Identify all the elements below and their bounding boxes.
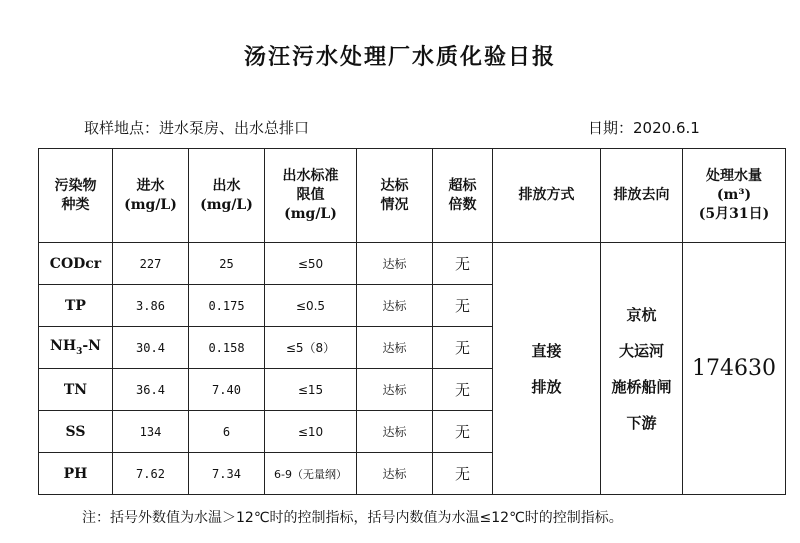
footnote: 注：括号外数值为水温＞12℃时的控制指标，括号内数值为水温≤12℃时的控制指标。 — [82, 510, 623, 526]
exceed-multiple: 无 — [433, 369, 493, 411]
compliance-status: 达标 — [357, 243, 433, 285]
header-line: 超标 — [448, 177, 477, 194]
outflow-value: 0.158 — [189, 327, 265, 369]
header-line: 处理水量 — [706, 168, 762, 184]
header-line: (mg/L) — [200, 196, 253, 213]
exceed-multiple: 无 — [433, 243, 493, 285]
header-line: (mg/L) — [124, 196, 177, 213]
header-limit — [265, 149, 357, 243]
header-line: 出水标准 — [282, 168, 339, 184]
header-line: (5月31日) — [698, 206, 770, 222]
limit-value: ≤0.5 — [265, 285, 357, 327]
header-line: (mg/L) — [284, 206, 337, 222]
inflow-value: 227 — [113, 243, 189, 285]
inflow-value: 134 — [113, 411, 189, 453]
compliance-status: 达标 — [357, 285, 433, 327]
limit-value: 6-9（无量纲） — [265, 453, 357, 495]
pollutant-name-tail: -N — [82, 338, 101, 355]
pollutant-name: PH — [39, 453, 113, 495]
header-line: 进水 — [136, 177, 165, 194]
compliance-status: 达标 — [357, 411, 433, 453]
header-discharge-method: 排放方式 — [493, 149, 601, 243]
discharge-method-cell — [493, 243, 601, 495]
outflow-value: 25 — [189, 243, 265, 285]
discharge-method-line: 直接 — [531, 341, 562, 360]
table-header-row — [39, 149, 786, 243]
pollutant-name — [39, 327, 113, 369]
header-line: 情况 — [380, 196, 409, 213]
discharge-method-line: 排放 — [531, 377, 562, 396]
header-line: 达标 — [380, 177, 409, 194]
header-volume — [683, 149, 786, 243]
limit-value: ≤5（8） — [265, 327, 357, 369]
exceed-multiple: 无 — [433, 285, 493, 327]
report-date: 日期：2020.6.1 — [588, 119, 700, 137]
pollutant-name-subscript: 3 — [76, 346, 83, 357]
header-line: 倍数 — [448, 196, 477, 213]
table-row — [39, 243, 786, 285]
discharge-destination-line: 施桥船闸 — [611, 377, 672, 396]
exceed-multiple: 无 — [433, 327, 493, 369]
pollutant-name: CODcr — [39, 243, 113, 285]
header-line: 限值 — [296, 187, 325, 203]
discharge-destination-line: 下游 — [626, 413, 657, 432]
discharge-destination-line: 京杭 — [626, 305, 657, 324]
sampling-location: 取样地点：进水泵房、出水总排口 — [84, 119, 310, 137]
outflow-value: 7.40 — [189, 369, 265, 411]
header-line: 出水 — [212, 177, 241, 194]
inflow-value: 36.4 — [113, 369, 189, 411]
limit-value: ≤50 — [265, 243, 357, 285]
treated-volume: 174630 — [683, 243, 786, 495]
header-compliance — [357, 149, 433, 243]
exceed-multiple: 无 — [433, 453, 493, 495]
header-exceed — [433, 149, 493, 243]
compliance-status: 达标 — [357, 327, 433, 369]
header-line: 种类 — [61, 196, 90, 213]
inflow-value: 30.4 — [113, 327, 189, 369]
header-discharge-destination: 排放去向 — [601, 149, 683, 243]
header-line: (m³) — [716, 187, 752, 203]
outflow-value: 7.34 — [189, 453, 265, 495]
inflow-value: 3.86 — [113, 285, 189, 327]
limit-value: ≤10 — [265, 411, 357, 453]
header-line: 污染物 — [54, 177, 97, 194]
inflow-value: 7.62 — [113, 453, 189, 495]
exceed-multiple: 无 — [433, 411, 493, 453]
report-title: 汤汪污水处理厂水质化验日报 — [243, 45, 556, 70]
limit-value: ≤15 — [265, 369, 357, 411]
header-outflow — [189, 149, 265, 243]
discharge-destination-line: 大运河 — [618, 341, 664, 360]
discharge-destination-cell — [601, 243, 683, 495]
header-pollutant — [39, 149, 113, 243]
outflow-value: 6 — [189, 411, 265, 453]
header-inflow — [113, 149, 189, 243]
compliance-status: 达标 — [357, 453, 433, 495]
outflow-value: 0.175 — [189, 285, 265, 327]
pollutant-name: TP — [39, 285, 113, 327]
water-quality-table — [38, 148, 786, 495]
pollutant-name-main: NH — [50, 338, 77, 355]
pollutant-name: TN — [39, 369, 113, 411]
pollutant-name: SS — [39, 411, 113, 453]
compliance-status: 达标 — [357, 369, 433, 411]
